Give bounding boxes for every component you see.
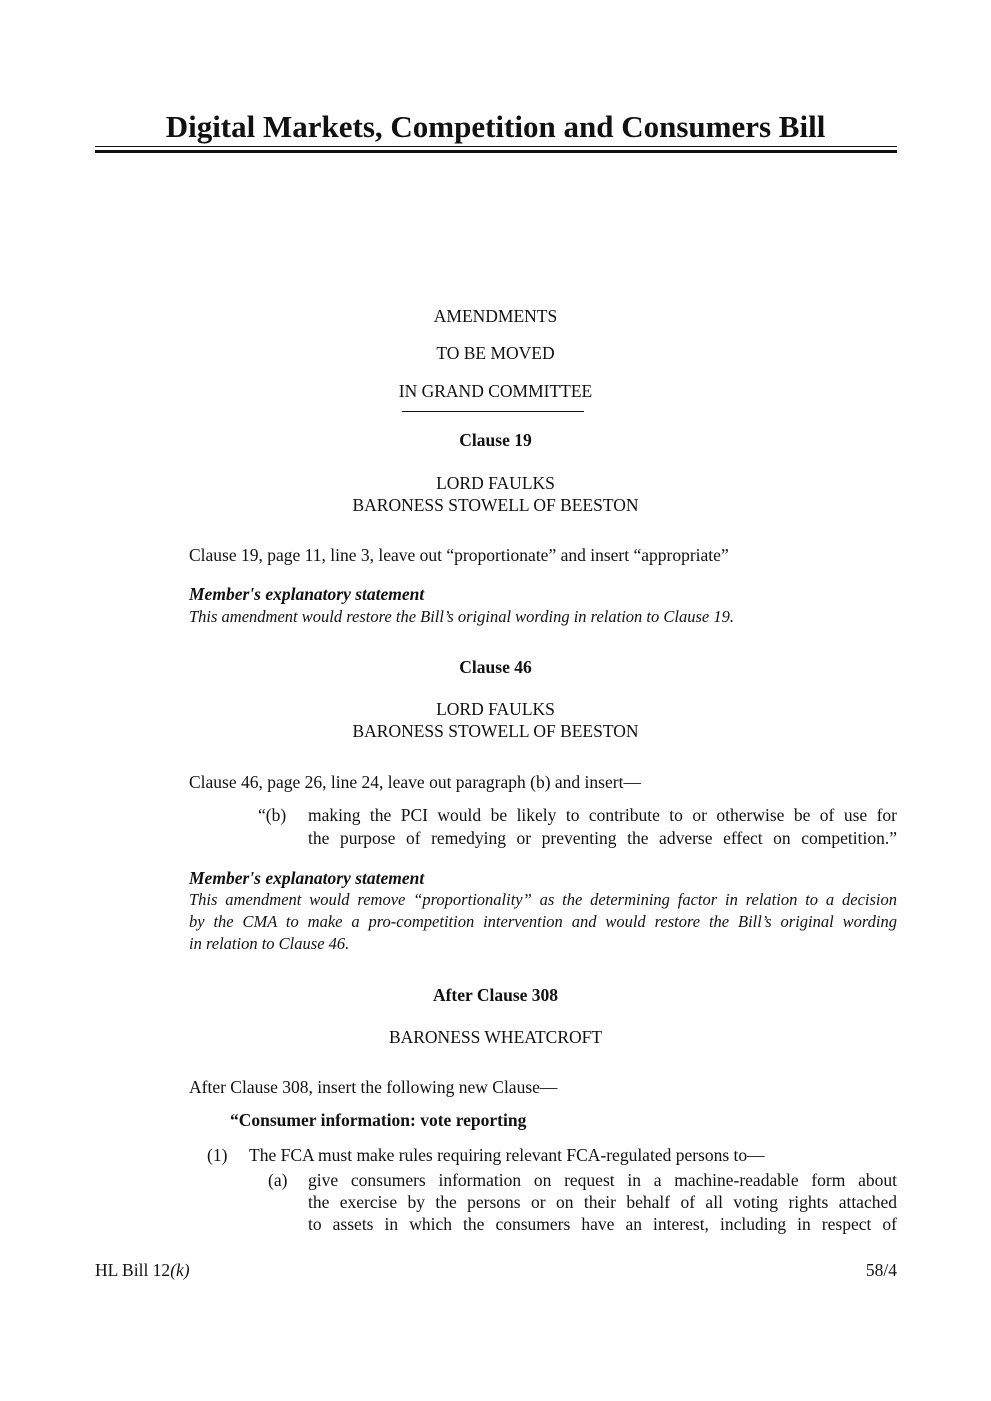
title-rule-thin [95,146,897,147]
insert-text: the purpose of remedying or preventing the adverse effect on competition.” [308,828,897,848]
paragraph-label: (a) [268,1170,288,1190]
heading-grand-committee: IN GRAND COMMITTEE [398,381,593,401]
statement-label: Member's explanatory statement [189,868,425,888]
page-number: 58/4 [865,1260,897,1280]
bill-title: Digital Markets, Competition and Consumers Bill [165,109,826,144]
paragraph-text: to assets in which the consumers have an interest, including in respect of [308,1214,897,1234]
bill-reference [95,1259,190,1281]
statement-label: Member's explanatory statement [189,584,425,604]
member-name: LORD FAULKS [436,699,555,719]
member-name: LORD FAULKS [436,473,555,493]
heading-rule [402,411,584,412]
heading-to-be-moved: TO BE MOVED [436,343,555,363]
clause-heading: Clause 46 [459,657,532,677]
insert-text: making the PCI would be likely to contribute to or otherwise be of use for [308,805,897,825]
paragraph-text: give consumers information on request in a machine-readable form about [308,1170,897,1190]
clause-heading: Clause 19 [459,430,532,450]
heading-amendments: AMENDMENTS [433,306,558,326]
statement-text: in relation to Clause 46. [189,934,350,953]
bill-ref-text: HL Bill 12 [95,1260,171,1280]
bill-ref-suffix: (k) [170,1260,190,1280]
statement-text: This amendment would remove “proportionality” as the determining factor in relation to a decision [189,890,897,909]
insert-label: “(b) [258,805,287,825]
new-clause-title: “Consumer information: vote reporting [230,1110,527,1130]
member-name: BARONESS STOWELL OF BEESTON [352,721,639,741]
member-name: BARONESS WHEATCROFT [388,1027,603,1047]
statement-text: by the CMA to make a pro-competition intervention and would restore the Bill’s original wording [189,912,897,931]
subsection-text: The FCA must make rules requiring relevant FCA-regulated persons to— [249,1145,765,1165]
statement-text: This amendment would restore the Bill’s original wording in relation to Clause 19. [189,607,734,626]
paragraph-text: the exercise by the persons or on their behalf of all voting rights attached [308,1192,897,1212]
member-name: BARONESS STOWELL OF BEESTON [352,495,639,515]
amendment-text: Clause 46, page 26, line 24, leave out paragraph (b) and insert— [189,772,641,792]
subsection-label: (1) [207,1145,228,1165]
clause-heading: After Clause 308 [432,985,559,1005]
title-rule-thick [95,150,897,153]
amendment-text: After Clause 308, insert the following new Clause— [189,1077,558,1097]
amendment-text: Clause 19, page 11, line 3, leave out “proportionate” and insert “appropriate” [189,545,729,565]
